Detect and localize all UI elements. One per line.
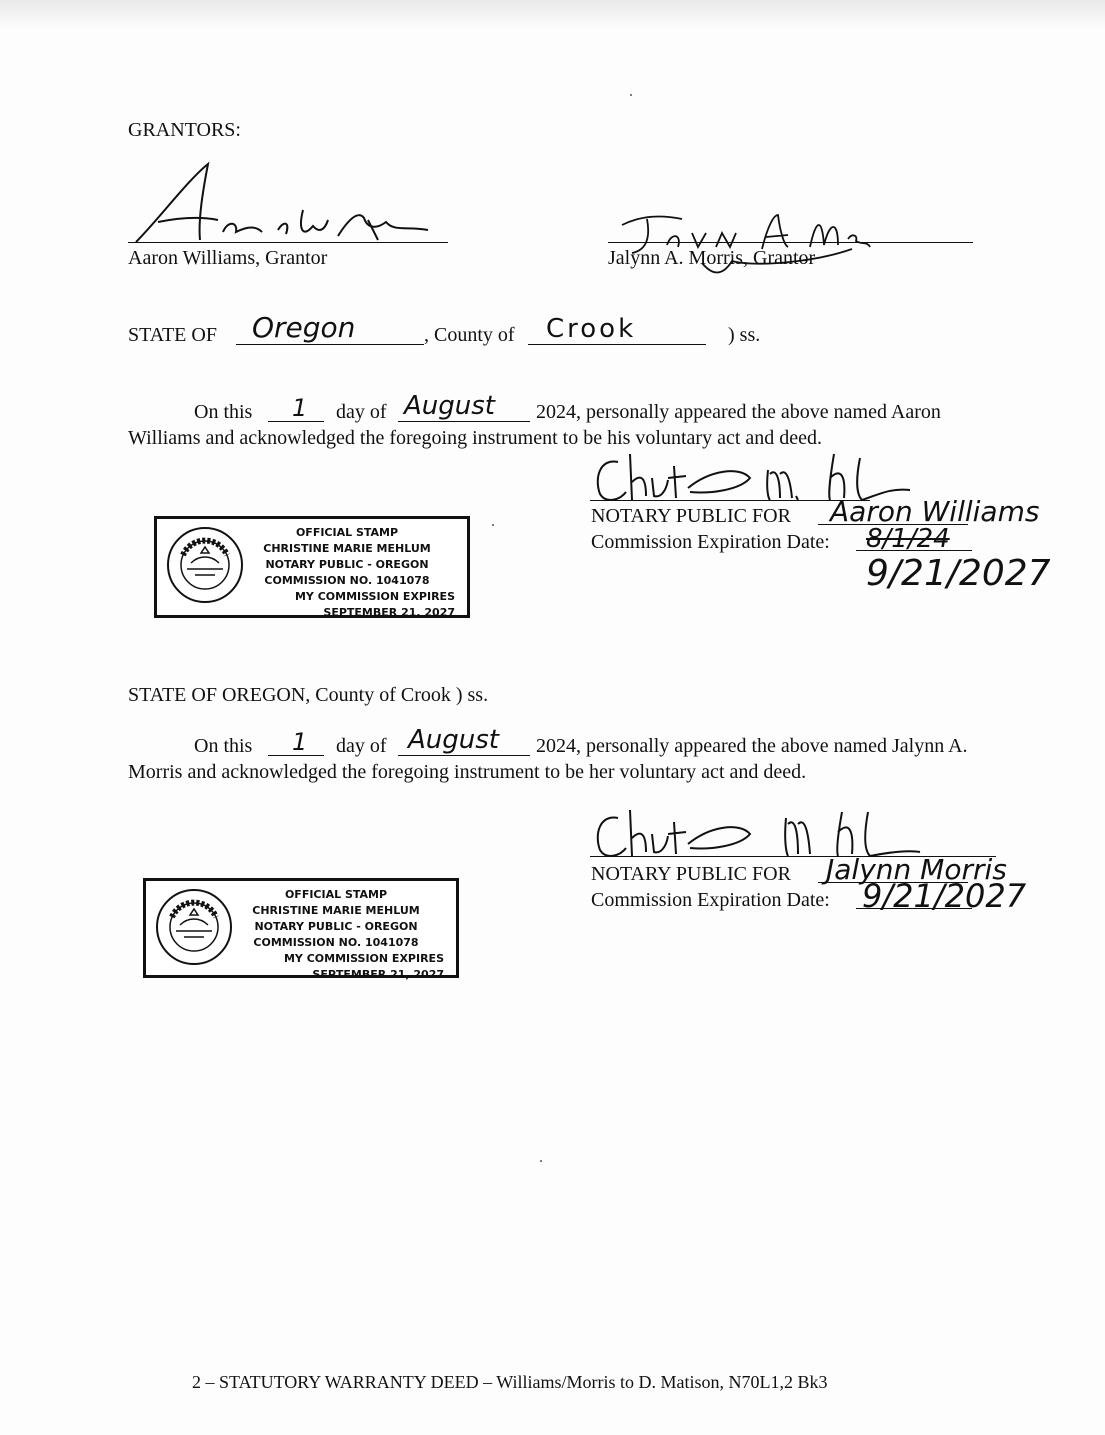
ack1-notary-for-handwritten: Aaron Williams <box>830 495 1040 528</box>
ack2-on-this: On this <box>194 735 253 757</box>
ack2-day-of: day of <box>336 735 387 757</box>
stamp-1-title: OFFICIAL STAMP <box>295 526 399 539</box>
venue1-state-handwritten: Oregon <box>252 311 356 344</box>
ack1-day-of: day of <box>336 401 387 423</box>
ack1-commission-label: Commission Expiration Date: <box>591 531 830 553</box>
venue1-state-line <box>236 344 424 345</box>
ack2-commission-label: Commission Expiration Date: <box>591 889 830 911</box>
stamp-1-expires: MY COMMISSION EXPIRES SEPTEMBER 21, 2027 <box>294 590 455 619</box>
scan-speck <box>492 524 494 526</box>
stamp-2-commission: COMMISSION NO. 1041078 <box>253 936 419 949</box>
official-stamp-1 <box>154 516 470 618</box>
ack1-month-handwritten: August <box>404 391 495 421</box>
ack2-notary-label: NOTARY PUBLIC FOR <box>591 863 791 885</box>
ack1-commission-handwritten: 9/21/2027 <box>866 553 1051 594</box>
stamp-2-expires: MY COMMISSION EXPIRES SEPTEMBER 21, 2027 <box>283 952 444 981</box>
stamp-2-role: NOTARY PUBLIC - OREGON <box>254 920 418 933</box>
ack1-notary-label: NOTARY PUBLIC FOR <box>591 505 791 527</box>
ack1-rest-line1: 2024, personally appeared the above named Aaron <box>536 401 941 423</box>
page-footer: 2 – STATUTORY WARRANTY DEED – Williams/Morris to D. Matison, N70L1,2 Bk3 <box>192 1372 828 1392</box>
stamp-1-name: CHRISTINE MARIE MEHLUM <box>263 542 431 555</box>
venue1-state-prefix: STATE OF <box>128 324 217 346</box>
ack1-commission-struck-handwritten: 8/1/24 <box>866 524 950 554</box>
grantor2-caption: Jalynn A. Morris, Grantor <box>608 247 816 269</box>
ack2-commission-handwritten: 9/21/2027 <box>862 877 1027 915</box>
ack1-on-this: On this <box>194 401 253 423</box>
ack2-notary-for-handwritten: Jalynn Morris <box>826 853 1007 886</box>
official-stamp-2 <box>143 878 459 981</box>
grantor1-signature <box>128 160 458 250</box>
scan-shadow <box>0 0 1105 30</box>
grantor1-caption: Aaron Williams, Grantor <box>128 247 328 269</box>
stamp-1-text <box>233 525 461 621</box>
grantor1-signature-line <box>128 242 448 243</box>
notary-signature-1-line <box>590 500 870 501</box>
stamp-2-title: OFFICIAL STAMP <box>284 888 388 901</box>
ack2-rest-line1: 2024, personally appeared the above named Jalynn A. <box>536 735 968 757</box>
grantors-heading: GRANTORS: <box>128 119 241 141</box>
ack1-day-handwritten: 1 <box>292 394 308 422</box>
grantor2-signature-line <box>608 242 973 243</box>
stamp-2-text <box>222 887 450 983</box>
venue1-county-handwritten: Crook <box>546 314 637 344</box>
venue1-county-prefix: , County of <box>424 324 515 346</box>
venue1-county-line <box>528 344 706 345</box>
ack2-line2: Morris and acknowledged the foregoing instrument to be her voluntary act and deed. <box>128 761 807 783</box>
ack1-line2: Williams and acknowledged the foregoing instrument to be his voluntary act and deed. <box>128 427 823 449</box>
ack1-month-line <box>398 421 530 422</box>
scan-speck <box>540 1160 542 1162</box>
ack2-month-line <box>398 755 530 756</box>
scan-speck <box>630 94 632 96</box>
venue1-ss: ) ss. <box>728 324 761 346</box>
stamp-1-role: NOTARY PUBLIC - OREGON <box>265 558 429 571</box>
stamp-2-name: CHRISTINE MARIE MEHLUM <box>252 904 420 917</box>
ack2-month-handwritten: August <box>408 725 499 755</box>
stamp-1-commission: COMMISSION NO. 1041078 <box>264 574 430 587</box>
venue2: STATE OF OREGON, County of Crook ) ss. <box>128 684 489 706</box>
ack2-day-handwritten: 1 <box>292 728 308 756</box>
